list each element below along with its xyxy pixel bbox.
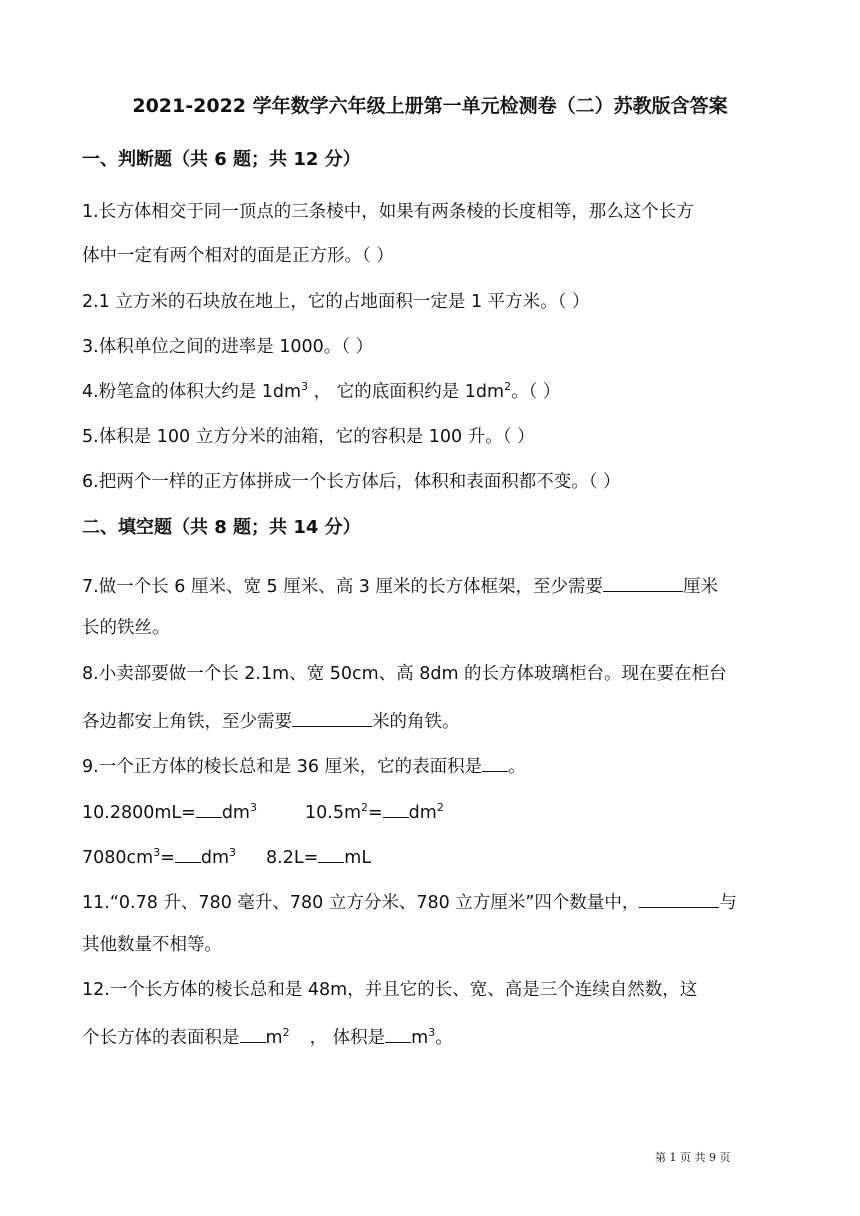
question-10-text-i: 8.2L= <box>266 848 319 868</box>
question-4 <box>82 381 560 403</box>
question-10-text-h: dm <box>200 848 230 868</box>
answer-blank[interactable] <box>385 1024 411 1043</box>
superscript: 2 <box>282 1026 290 1040</box>
question-12-line-2 <box>82 1024 453 1049</box>
superscript: 2 <box>504 380 512 394</box>
superscript: 2 <box>361 801 368 815</box>
question-4-text-a: 4.粉笔盒的体积大约是 1dm <box>82 382 302 402</box>
answer-blank[interactable] <box>639 889 719 908</box>
question-1-line-1: 1.长方体相交于同一顶点的三条棱中，如果有两条棱的长度相等，那么这个长方 <box>82 202 694 222</box>
answer-blank[interactable] <box>603 573 683 592</box>
superscript: 3 <box>249 801 257 815</box>
question-8-text-b: 米的角铁。 <box>372 712 460 732</box>
question-9-text-a: 9.一个正方体的棱长总和是 36 厘米，它的表面积是 <box>82 757 483 777</box>
question-6: 6.把两个一样的正方体拼成一个长方体后，体积和表面积都不变。（ ） <box>82 472 621 492</box>
answer-blank[interactable] <box>318 844 344 863</box>
question-10-line-1 <box>82 799 444 824</box>
question-12-line-1: 12.一个长方体的棱长总和是 48m，并且它的长、宽、高是三个连续自然数，这 <box>82 980 698 1000</box>
question-9-text-b: 。 <box>508 757 526 777</box>
question-7-text-b: 厘米 <box>682 577 718 597</box>
question-11-line-1 <box>82 889 737 914</box>
question-10-text-c: 10.5m <box>304 803 361 823</box>
question-5: 5.体积是 100 立方分米的油箱，它的容积是 100 升。（ ） <box>82 427 535 447</box>
question-7-line-1 <box>82 573 718 598</box>
question-10-text-e: dm <box>408 803 437 823</box>
question-12-text-a: 个长方体的表面积是 <box>82 1028 240 1048</box>
question-7-text-a: 7.做一个长 6 厘米、宽 5 厘米、高 3 厘米的长方体框架，至少需要 <box>82 577 603 597</box>
question-12-text-e: 。 <box>435 1028 453 1048</box>
question-7-line-2: 长的铁丝。 <box>82 618 170 638</box>
question-8-line-1: 8.小卖部要做一个长 2.1m、宽 50cm、高 8dm 的长方体玻璃柜台。现在要在柜台 <box>82 664 727 684</box>
question-10-line-2 <box>82 844 371 869</box>
section-heading-judgement: 一、判断题（共 6 题；共 12 分） <box>82 149 361 170</box>
answer-blank[interactable] <box>482 753 508 772</box>
answer-blank[interactable] <box>240 1024 266 1043</box>
answer-blank[interactable] <box>292 708 372 727</box>
answer-blank[interactable] <box>383 799 409 818</box>
section-heading-fill-blank: 二、填空题（共 8 题；共 14 分） <box>82 517 361 538</box>
question-8-text-a: 各边都安上角铁，至少需要 <box>82 712 292 732</box>
superscript: 3 <box>301 380 309 394</box>
question-4-text-b: ， 它的底面积约是 1dm <box>313 382 505 402</box>
answer-blank[interactable] <box>175 844 201 863</box>
question-12-text-b: m <box>265 1028 283 1048</box>
question-10-text-a: 10.2800mL= <box>82 803 196 823</box>
page-number-footer: 第 1 页 共 9 页 <box>655 1151 731 1164</box>
question-10-text-d: = <box>368 803 383 823</box>
superscript: 3 <box>229 846 237 860</box>
page-title: 2021-2022 学年数学六年级上册第一单元检测卷（二）苏教版含答案 <box>132 95 728 117</box>
question-11-line-2: 其他数量不相等。 <box>82 935 222 955</box>
question-10-text-j: mL <box>344 848 372 868</box>
question-2: 2.1 立方米的石块放在地上，它的占地面积一定是 1 平方米。（ ） <box>82 292 590 312</box>
question-11-text-b: 与 <box>719 893 737 913</box>
question-10-text-g: = <box>160 848 175 868</box>
question-1-line-2: 体中一定有两个相对的面是正方形。（ ） <box>82 246 394 266</box>
question-12-text-d: m <box>411 1028 429 1048</box>
question-3: 3.体积单位之间的进率是 1000。（ ） <box>82 337 374 357</box>
superscript: 2 <box>436 801 444 815</box>
question-10-text-f: 7080cm <box>82 848 154 868</box>
answer-blank[interactable] <box>196 799 222 818</box>
question-12-text-c: ， 体积是 <box>309 1028 386 1048</box>
question-10-text-b: dm <box>221 803 250 823</box>
superscript: 3 <box>428 1026 436 1040</box>
question-9 <box>82 753 526 778</box>
question-4-text-c: 。（ ） <box>511 382 561 402</box>
question-11-text-a: 11.“0.78 升、780 毫升、780 立方分米、780 立方厘米”四个数量中， <box>82 893 640 913</box>
question-8-line-2 <box>82 708 460 733</box>
superscript: 3 <box>153 846 161 860</box>
